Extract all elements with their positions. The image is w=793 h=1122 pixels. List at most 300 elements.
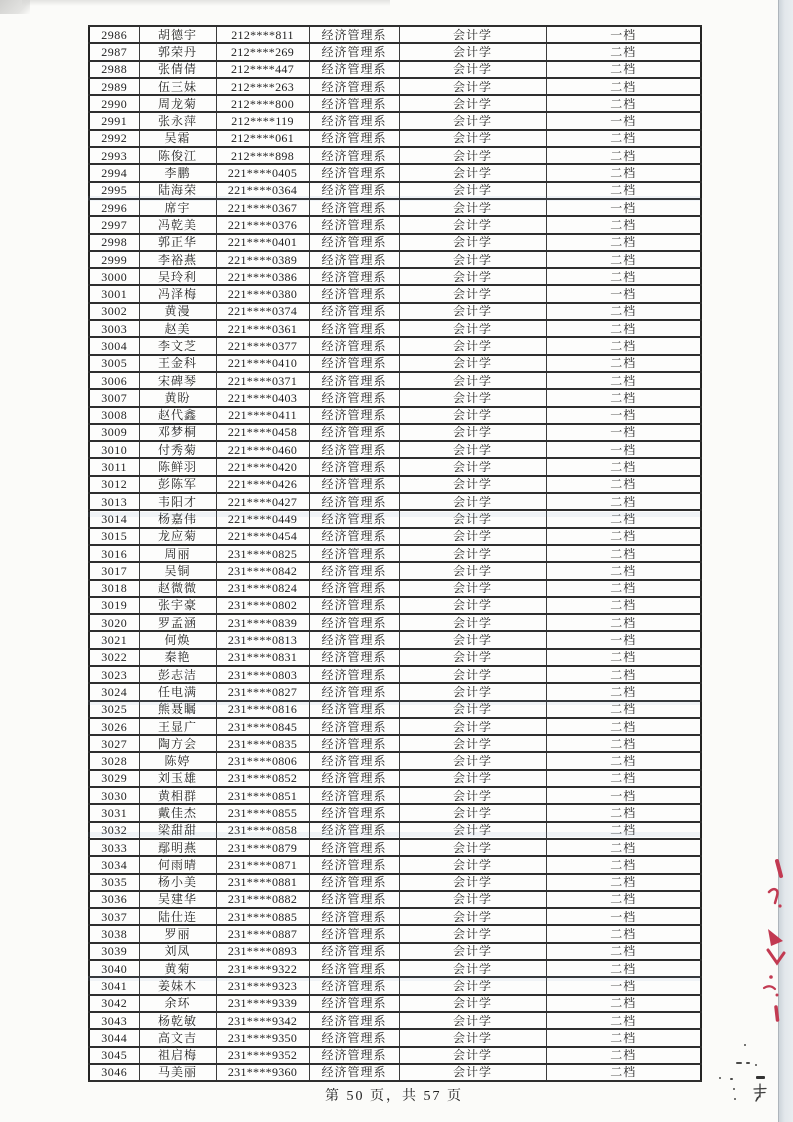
cell-tier: 二档 bbox=[546, 960, 701, 977]
cell-name: 何焕 bbox=[139, 631, 216, 648]
cell-tier: 二档 bbox=[546, 268, 701, 285]
cell-no: 3033 bbox=[89, 839, 139, 856]
cell-tier: 二档 bbox=[546, 822, 701, 839]
cell-no: 3030 bbox=[89, 787, 139, 804]
cell-no: 3000 bbox=[89, 268, 139, 285]
cell-subject: 会计学 bbox=[399, 856, 546, 873]
cell-no: 2989 bbox=[89, 78, 139, 95]
scan-dot bbox=[755, 1064, 757, 1066]
table-row bbox=[89, 61, 701, 78]
cell-id: 221****0449 bbox=[216, 510, 309, 527]
cell-subject: 会计学 bbox=[399, 752, 546, 769]
cell-department: 经济管理系 bbox=[309, 1029, 399, 1046]
table-row bbox=[89, 372, 701, 389]
cell-department: 经济管理系 bbox=[309, 337, 399, 354]
cell-department: 经济管理系 bbox=[309, 372, 399, 389]
cell-id: 231****0803 bbox=[216, 666, 309, 683]
cell-tier: 二档 bbox=[546, 891, 701, 908]
cell-tier: 二档 bbox=[546, 839, 701, 856]
cell-id: 221****0364 bbox=[216, 182, 309, 199]
cell-tier: 二档 bbox=[546, 1064, 701, 1081]
cell-id: 231****0839 bbox=[216, 614, 309, 631]
cell-id: 221****0377 bbox=[216, 337, 309, 354]
cell-no: 3008 bbox=[89, 407, 139, 424]
cell-no: 3041 bbox=[89, 977, 139, 994]
table-row bbox=[89, 683, 701, 700]
cell-id: 231****9342 bbox=[216, 1012, 309, 1029]
table-row bbox=[89, 130, 701, 147]
cell-name: 何雨晴 bbox=[139, 856, 216, 873]
cell-no: 3029 bbox=[89, 770, 139, 787]
cell-department: 经济管理系 bbox=[309, 320, 399, 337]
cell-department: 经济管理系 bbox=[309, 666, 399, 683]
cell-tier: 二档 bbox=[546, 182, 701, 199]
cell-no: 3022 bbox=[89, 649, 139, 666]
cell-id: 221****0389 bbox=[216, 251, 309, 268]
cell-no: 3042 bbox=[89, 995, 139, 1012]
cell-no: 2993 bbox=[89, 147, 139, 164]
cell-subject: 会计学 bbox=[399, 26, 546, 43]
table-row bbox=[89, 597, 701, 614]
cell-name: 宋碑琴 bbox=[139, 372, 216, 389]
cell-name: 祖启梅 bbox=[139, 1047, 216, 1064]
cell-subject: 会计学 bbox=[399, 216, 546, 233]
cell-name: 高文吉 bbox=[139, 1029, 216, 1046]
cell-name: 李文芝 bbox=[139, 337, 216, 354]
cell-no: 3043 bbox=[89, 1012, 139, 1029]
cell-tier: 二档 bbox=[546, 943, 701, 960]
cell-tier: 二档 bbox=[546, 458, 701, 475]
cell-name: 吴建华 bbox=[139, 891, 216, 908]
cell-subject: 会计学 bbox=[399, 839, 546, 856]
cell-department: 经济管理系 bbox=[309, 510, 399, 527]
cell-id: 231****0845 bbox=[216, 718, 309, 735]
cell-department: 经济管理系 bbox=[309, 458, 399, 475]
cell-no: 3003 bbox=[89, 320, 139, 337]
cell-id: 212****800 bbox=[216, 95, 309, 112]
cell-id: 221****0454 bbox=[216, 528, 309, 545]
table-row bbox=[89, 614, 701, 631]
cell-name: 郭荣丹 bbox=[139, 43, 216, 60]
cell-department: 经济管理系 bbox=[309, 960, 399, 977]
cell-no: 3036 bbox=[89, 891, 139, 908]
cell-name: 龙应菊 bbox=[139, 528, 216, 545]
cell-department: 经济管理系 bbox=[309, 355, 399, 372]
cell-no: 3005 bbox=[89, 355, 139, 372]
cell-subject: 会计学 bbox=[399, 977, 546, 994]
cell-tier: 二档 bbox=[546, 355, 701, 372]
cell-department: 经济管理系 bbox=[309, 1012, 399, 1029]
cell-department: 经济管理系 bbox=[309, 856, 399, 873]
table-row bbox=[89, 960, 701, 977]
cell-subject: 会计学 bbox=[399, 78, 546, 95]
cell-tier: 一档 bbox=[546, 26, 701, 43]
cell-department: 经济管理系 bbox=[309, 303, 399, 320]
table-row bbox=[89, 977, 701, 994]
cell-no: 3004 bbox=[89, 337, 139, 354]
cell-name: 余环 bbox=[139, 995, 216, 1012]
cell-department: 经济管理系 bbox=[309, 874, 399, 891]
table-row bbox=[89, 718, 701, 735]
cell-name: 席宇 bbox=[139, 199, 216, 216]
cell-tier: 二档 bbox=[546, 528, 701, 545]
cell-id: 231****0816 bbox=[216, 701, 309, 718]
cell-no: 2986 bbox=[89, 26, 139, 43]
cell-name: 陈俊江 bbox=[139, 147, 216, 164]
cell-department: 经济管理系 bbox=[309, 234, 399, 251]
cell-department: 经济管理系 bbox=[309, 251, 399, 268]
cell-department: 经济管理系 bbox=[309, 78, 399, 95]
cell-subject: 会计学 bbox=[399, 1047, 546, 1064]
cell-id: 231****0835 bbox=[216, 735, 309, 752]
cell-tier: 二档 bbox=[546, 856, 701, 873]
cell-id: 221****0374 bbox=[216, 303, 309, 320]
table-row bbox=[89, 701, 701, 718]
cell-tier: 一档 bbox=[546, 424, 701, 441]
table-row bbox=[89, 199, 701, 216]
cell-tier: 二档 bbox=[546, 804, 701, 821]
cell-subject: 会计学 bbox=[399, 268, 546, 285]
cell-name: 吴霜 bbox=[139, 130, 216, 147]
cell-department: 经济管理系 bbox=[309, 147, 399, 164]
table-row bbox=[89, 355, 701, 372]
cell-name: 彭志洁 bbox=[139, 666, 216, 683]
cell-no: 3035 bbox=[89, 874, 139, 891]
cell-subject: 会计学 bbox=[399, 251, 546, 268]
cell-tier: 一档 bbox=[546, 787, 701, 804]
cell-id: 221****0376 bbox=[216, 216, 309, 233]
cell-tier: 二档 bbox=[546, 320, 701, 337]
cell-subject: 会计学 bbox=[399, 666, 546, 683]
cell-name: 冯乾美 bbox=[139, 216, 216, 233]
table-row bbox=[89, 631, 701, 648]
cell-id: 221****0420 bbox=[216, 458, 309, 475]
cell-id: 231****0852 bbox=[216, 770, 309, 787]
cell-id: 231****0858 bbox=[216, 822, 309, 839]
cell-no: 3013 bbox=[89, 493, 139, 510]
scan-artifact-glyph bbox=[752, 1083, 768, 1103]
cell-id: 231****0827 bbox=[216, 683, 309, 700]
cell-id: 231****0806 bbox=[216, 752, 309, 769]
cell-department: 经济管理系 bbox=[309, 476, 399, 493]
cell-subject: 会计学 bbox=[399, 545, 546, 562]
cell-tier: 二档 bbox=[546, 337, 701, 354]
table-row bbox=[89, 337, 701, 354]
cell-no: 3009 bbox=[89, 424, 139, 441]
cell-name: 姜妹木 bbox=[139, 977, 216, 994]
cell-department: 经济管理系 bbox=[309, 130, 399, 147]
table-row bbox=[89, 943, 701, 960]
cell-no: 3026 bbox=[89, 718, 139, 735]
cell-tier: 二档 bbox=[546, 95, 701, 112]
cell-name: 周龙菊 bbox=[139, 95, 216, 112]
cell-id: 221****0411 bbox=[216, 407, 309, 424]
cell-tier: 二档 bbox=[546, 43, 701, 60]
cell-name: 黄相群 bbox=[139, 787, 216, 804]
cell-tier: 二档 bbox=[546, 164, 701, 181]
cell-department: 经济管理系 bbox=[309, 580, 399, 597]
cell-department: 经济管理系 bbox=[309, 441, 399, 458]
cell-id: 221****0386 bbox=[216, 268, 309, 285]
cell-id: 231****0879 bbox=[216, 839, 309, 856]
cell-department: 经济管理系 bbox=[309, 735, 399, 752]
cell-department: 经济管理系 bbox=[309, 891, 399, 908]
cell-name: 陆仕连 bbox=[139, 908, 216, 925]
cell-subject: 会计学 bbox=[399, 822, 546, 839]
cell-department: 经济管理系 bbox=[309, 718, 399, 735]
cell-tier: 一档 bbox=[546, 285, 701, 302]
cell-department: 经济管理系 bbox=[309, 925, 399, 942]
cell-id: 231****0887 bbox=[216, 925, 309, 942]
cell-id: 221****0410 bbox=[216, 355, 309, 372]
cell-tier: 二档 bbox=[546, 147, 701, 164]
cell-department: 经济管理系 bbox=[309, 597, 399, 614]
cell-id: 221****0427 bbox=[216, 493, 309, 510]
cell-id: 212****447 bbox=[216, 61, 309, 78]
cell-no: 2995 bbox=[89, 182, 139, 199]
cell-subject: 会计学 bbox=[399, 528, 546, 545]
cell-no: 3010 bbox=[89, 441, 139, 458]
cell-name: 罗丽 bbox=[139, 925, 216, 942]
cell-department: 经济管理系 bbox=[309, 216, 399, 233]
table-row bbox=[89, 770, 701, 787]
table-row bbox=[89, 874, 701, 891]
cell-name: 张永萍 bbox=[139, 112, 216, 129]
cell-name: 张宇豪 bbox=[139, 597, 216, 614]
cell-department: 经济管理系 bbox=[309, 787, 399, 804]
cell-department: 经济管理系 bbox=[309, 389, 399, 406]
cell-id: 231****0881 bbox=[216, 874, 309, 891]
table-row bbox=[89, 441, 701, 458]
cell-subject: 会计学 bbox=[399, 234, 546, 251]
scan-dash bbox=[736, 1062, 742, 1064]
cell-subject: 会计学 bbox=[399, 372, 546, 389]
roster-table bbox=[88, 25, 702, 1082]
cell-no: 3038 bbox=[89, 925, 139, 942]
cell-tier: 一档 bbox=[546, 977, 701, 994]
cell-no: 2999 bbox=[89, 251, 139, 268]
cell-name: 陆海荣 bbox=[139, 182, 216, 199]
cell-name: 王显广 bbox=[139, 718, 216, 735]
cell-tier: 一档 bbox=[546, 112, 701, 129]
cell-id: 231****0831 bbox=[216, 649, 309, 666]
cell-subject: 会计学 bbox=[399, 1012, 546, 1029]
cell-tier: 二档 bbox=[546, 493, 701, 510]
scan-top-edge-shadow bbox=[22, 0, 390, 6]
cell-tier: 二档 bbox=[546, 683, 701, 700]
cell-tier: 一档 bbox=[546, 631, 701, 648]
cell-subject: 会计学 bbox=[399, 718, 546, 735]
table-row bbox=[89, 1029, 701, 1046]
cell-name: 郭正华 bbox=[139, 234, 216, 251]
cell-department: 经济管理系 bbox=[309, 562, 399, 579]
cell-tier: 二档 bbox=[546, 718, 701, 735]
table-row bbox=[89, 787, 701, 804]
cell-subject: 会计学 bbox=[399, 320, 546, 337]
cell-tier: 二档 bbox=[546, 1029, 701, 1046]
table-row bbox=[89, 995, 701, 1012]
red-pen-marks bbox=[760, 850, 793, 1025]
cell-id: 231****0851 bbox=[216, 787, 309, 804]
cell-name: 杨小美 bbox=[139, 874, 216, 891]
cell-name: 王金科 bbox=[139, 355, 216, 372]
cell-tier: 二档 bbox=[546, 649, 701, 666]
cell-name: 罗孟涵 bbox=[139, 614, 216, 631]
cell-no: 3016 bbox=[89, 545, 139, 562]
cell-department: 经济管理系 bbox=[309, 614, 399, 631]
cell-tier: 二档 bbox=[546, 216, 701, 233]
cell-tier: 二档 bbox=[546, 995, 701, 1012]
cell-no: 3001 bbox=[89, 285, 139, 302]
table-row bbox=[89, 649, 701, 666]
cell-id: 231****9352 bbox=[216, 1047, 309, 1064]
cell-name: 陶方会 bbox=[139, 735, 216, 752]
table-row bbox=[89, 389, 701, 406]
scan-dot bbox=[734, 1098, 736, 1100]
table-row bbox=[89, 147, 701, 164]
table-row bbox=[89, 216, 701, 233]
cell-tier: 二档 bbox=[546, 510, 701, 527]
cell-subject: 会计学 bbox=[399, 130, 546, 147]
cell-department: 经济管理系 bbox=[309, 112, 399, 129]
cell-id: 221****0403 bbox=[216, 389, 309, 406]
cell-tier: 二档 bbox=[546, 78, 701, 95]
cell-department: 经济管理系 bbox=[309, 1047, 399, 1064]
cell-tier: 二档 bbox=[546, 925, 701, 942]
cell-id: 231****0824 bbox=[216, 580, 309, 597]
cell-name: 胡德宇 bbox=[139, 26, 216, 43]
cell-tier: 一档 bbox=[546, 441, 701, 458]
table-row bbox=[89, 95, 701, 112]
cell-subject: 会计学 bbox=[399, 631, 546, 648]
cell-name: 陈婷 bbox=[139, 752, 216, 769]
cell-tier: 二档 bbox=[546, 372, 701, 389]
cell-id: 231****9350 bbox=[216, 1029, 309, 1046]
cell-subject: 会计学 bbox=[399, 735, 546, 752]
cell-id: 221****0426 bbox=[216, 476, 309, 493]
cell-name: 李鹏 bbox=[139, 164, 216, 181]
cell-department: 经济管理系 bbox=[309, 424, 399, 441]
cell-tier: 二档 bbox=[546, 389, 701, 406]
cell-name: 刘凤 bbox=[139, 943, 216, 960]
cell-name: 吴铜 bbox=[139, 562, 216, 579]
cell-no: 3007 bbox=[89, 389, 139, 406]
cell-department: 经济管理系 bbox=[309, 752, 399, 769]
cell-tier: 二档 bbox=[546, 545, 701, 562]
cell-subject: 会计学 bbox=[399, 701, 546, 718]
cell-department: 经济管理系 bbox=[309, 631, 399, 648]
cell-id: 212****263 bbox=[216, 78, 309, 95]
table-row bbox=[89, 528, 701, 545]
cell-department: 经济管理系 bbox=[309, 701, 399, 718]
cell-department: 经济管理系 bbox=[309, 199, 399, 216]
cell-subject: 会计学 bbox=[399, 199, 546, 216]
cell-tier: 二档 bbox=[546, 580, 701, 597]
cell-no: 3040 bbox=[89, 960, 139, 977]
cell-id: 231****0813 bbox=[216, 631, 309, 648]
cell-no: 3020 bbox=[89, 614, 139, 631]
cell-no: 3017 bbox=[89, 562, 139, 579]
cell-tier: 二档 bbox=[546, 614, 701, 631]
cell-no: 2992 bbox=[89, 130, 139, 147]
cell-subject: 会计学 bbox=[399, 95, 546, 112]
cell-no: 3012 bbox=[89, 476, 139, 493]
cell-subject: 会计学 bbox=[399, 389, 546, 406]
cell-id: 212****811 bbox=[216, 26, 309, 43]
cell-id: 231****0871 bbox=[216, 856, 309, 873]
table-row bbox=[89, 112, 701, 129]
cell-id: 212****061 bbox=[216, 130, 309, 147]
scan-dash bbox=[746, 1062, 750, 1064]
cell-no: 3027 bbox=[89, 735, 139, 752]
cell-subject: 会计学 bbox=[399, 995, 546, 1012]
cell-tier: 一档 bbox=[546, 199, 701, 216]
cell-tier: 二档 bbox=[546, 735, 701, 752]
cell-subject: 会计学 bbox=[399, 112, 546, 129]
cell-subject: 会计学 bbox=[399, 614, 546, 631]
cell-department: 经济管理系 bbox=[309, 649, 399, 666]
cell-subject: 会计学 bbox=[399, 770, 546, 787]
table-row bbox=[89, 182, 701, 199]
cell-id: 231****9323 bbox=[216, 977, 309, 994]
cell-subject: 会计学 bbox=[399, 1029, 546, 1046]
cell-department: 经济管理系 bbox=[309, 285, 399, 302]
cell-subject: 会计学 bbox=[399, 874, 546, 891]
cell-department: 经济管理系 bbox=[309, 268, 399, 285]
cell-id: 221****0401 bbox=[216, 234, 309, 251]
cell-no: 3023 bbox=[89, 666, 139, 683]
cell-tier: 二档 bbox=[546, 61, 701, 78]
cell-tier: 二档 bbox=[546, 1047, 701, 1064]
cell-no: 3031 bbox=[89, 804, 139, 821]
cell-subject: 会计学 bbox=[399, 147, 546, 164]
cell-subject: 会计学 bbox=[399, 424, 546, 441]
cell-no: 2996 bbox=[89, 199, 139, 216]
table-row bbox=[89, 320, 701, 337]
cell-department: 经济管理系 bbox=[309, 770, 399, 787]
cell-department: 经济管理系 bbox=[309, 528, 399, 545]
cell-id: 231****9339 bbox=[216, 995, 309, 1012]
table-row bbox=[89, 476, 701, 493]
cell-no: 3044 bbox=[89, 1029, 139, 1046]
cell-department: 经济管理系 bbox=[309, 977, 399, 994]
cell-name: 韦阳才 bbox=[139, 493, 216, 510]
table-row bbox=[89, 510, 701, 527]
cell-subject: 会计学 bbox=[399, 337, 546, 354]
cell-no: 2990 bbox=[89, 95, 139, 112]
cell-name: 陈鲜羽 bbox=[139, 458, 216, 475]
cell-department: 经济管理系 bbox=[309, 943, 399, 960]
cell-department: 经济管理系 bbox=[309, 43, 399, 60]
table-row bbox=[89, 925, 701, 942]
cell-subject: 会计学 bbox=[399, 476, 546, 493]
cell-id: 231****0882 bbox=[216, 891, 309, 908]
cell-id: 221****0460 bbox=[216, 441, 309, 458]
cell-subject: 会计学 bbox=[399, 164, 546, 181]
cell-tier: 二档 bbox=[546, 1012, 701, 1029]
cell-name: 熊聂瞩 bbox=[139, 701, 216, 718]
cell-name: 周丽 bbox=[139, 545, 216, 562]
cell-no: 3037 bbox=[89, 908, 139, 925]
cell-department: 经济管理系 bbox=[309, 1064, 399, 1081]
cell-no: 3021 bbox=[89, 631, 139, 648]
cell-id: 221****0458 bbox=[216, 424, 309, 441]
cell-tier: 二档 bbox=[546, 130, 701, 147]
cell-subject: 会计学 bbox=[399, 1064, 546, 1081]
cell-no: 3002 bbox=[89, 303, 139, 320]
cell-id: 212****119 bbox=[216, 112, 309, 129]
cell-subject: 会计学 bbox=[399, 303, 546, 320]
